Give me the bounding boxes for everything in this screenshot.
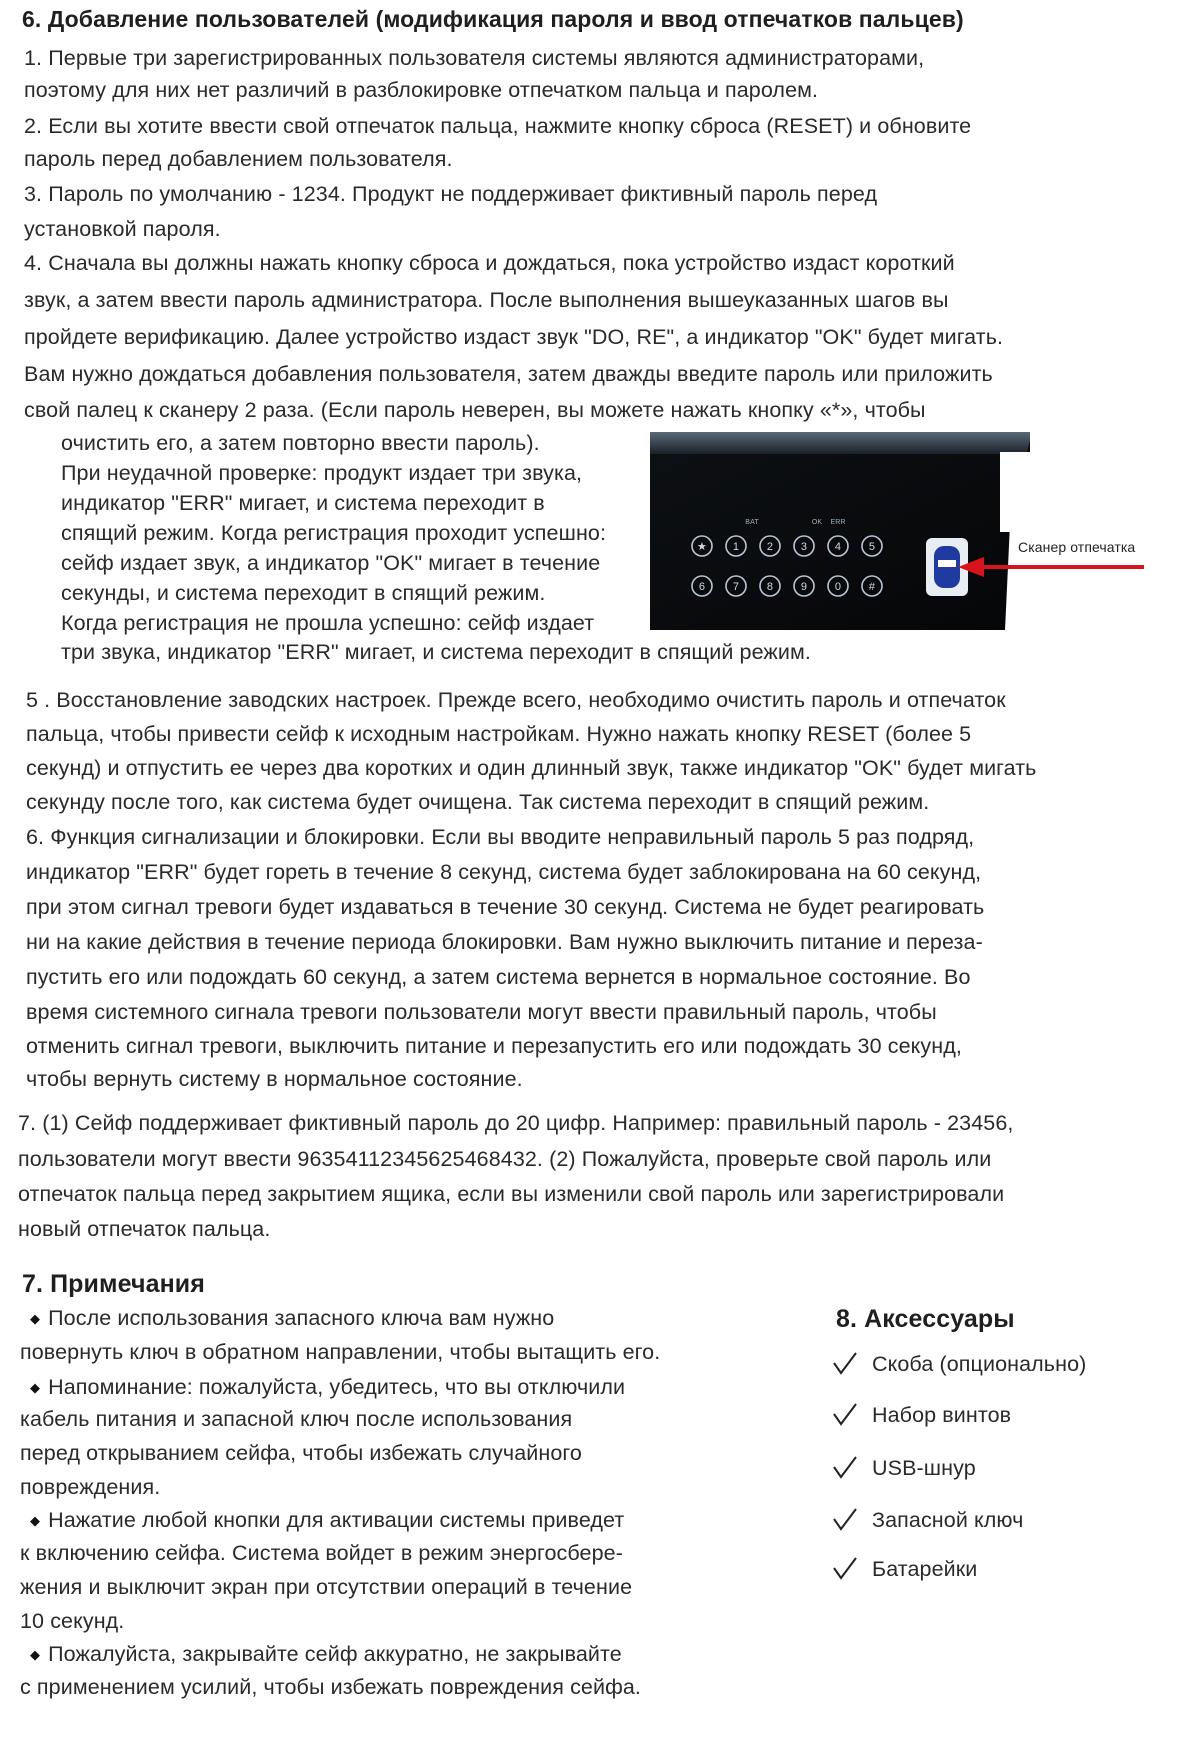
body-line: пройдете верификацию. Далее устройство издаст звук "DO, RE", а индикатор "OK" будет мигать. <box>24 325 1004 349</box>
body-line: пальца, чтобы привести сейф к исходным настройкам. Нужно нажать кнопку RESET (более 5 <box>26 722 972 746</box>
arrow-to-scanner-icon <box>958 555 1144 579</box>
keypad-key-label: 4 <box>834 541 842 553</box>
body-line: 6. Функция сигнализации и блокировки. Если вы вводите неправильный пароль 5 раз подряд, <box>26 825 975 849</box>
body-line: 1. Первые три зарегистрированных пользователя системы являются администраторами, <box>24 46 925 70</box>
body-line: поэтому для них нет различий в разблокировке отпечатком пальца и паролем. <box>24 78 819 102</box>
keypad-key-label: 0 <box>834 581 842 593</box>
body-line: пароль перед добавлением пользователя. <box>24 147 453 171</box>
body-line: установкой пароля. <box>24 217 221 241</box>
keypad-key-label: ★ <box>697 541 707 553</box>
section-title-accessories: 8. Аксессуары <box>836 1305 1015 1333</box>
body-line: отпечаток пальца перед закрытием ящика, если вы изменили свой пароль или зарегистрировали <box>18 1182 1005 1206</box>
accessory-item <box>832 1505 1023 1535</box>
checkmark-icon <box>832 1507 858 1533</box>
accessory-item <box>832 1400 1011 1430</box>
indicator-label: ERR <box>830 519 846 526</box>
accessory-label: Батарейки <box>872 1556 978 1581</box>
body-line: При неудачной проверке: продукт издает три звука, <box>61 461 583 485</box>
body-line: индикатор "ERR" мигает, и система переходит в <box>61 491 545 515</box>
indicator-label: BAT <box>745 519 759 526</box>
body-line: сейф издает звук, а индикатор "OK" мигает в течение <box>61 551 601 575</box>
note-line: ◆ Нажатие любой кнопки для активации системы приведет <box>30 1508 625 1532</box>
accessory-item <box>832 1349 1086 1379</box>
keypad-key-label: 7 <box>732 581 740 593</box>
body-line: свой палец к сканеру 2 раза. (Если пароль неверен, вы можете нажать кнопку «*», чтобы <box>24 398 926 422</box>
section-title-notes: 7. Примечания <box>22 1270 205 1298</box>
keypad-key-label: 1 <box>732 541 740 553</box>
accessory-item <box>832 1453 976 1483</box>
note-line: к включению сейфа. Система войдет в режим энергосбере- <box>20 1541 623 1565</box>
bullet-icon: ◆ <box>30 1311 41 1326</box>
body-line: индикатор "ERR" будет гореть в течение 8 секунд, система будет заблокирована на 60 секунд, <box>26 860 982 884</box>
body-line: пользователи могут ввести 96354112345625468432. (2) Пожалуйста, проверьте свой пароль или <box>18 1147 992 1171</box>
keypad-key-label: 2 <box>766 541 774 553</box>
body-line: пустить его или подождать 60 секунд, а затем система вернется в нормальное состояние. Во <box>26 965 971 989</box>
keypad-key-label: 5 <box>868 541 876 553</box>
note-line: 10 секунд. <box>20 1609 125 1633</box>
note-line: ◆ Пожалуйста, закрывайте сейф аккуратно, не закрывайте <box>30 1642 622 1666</box>
bullet-icon: ◆ <box>30 1380 41 1395</box>
note-line: кабель питания и запасной ключ после использования <box>20 1407 573 1431</box>
body-line: новый отпечаток пальца. <box>18 1217 271 1241</box>
note-line: ◆ Напоминание: пожалуйста, убедитесь, что вы отключили <box>30 1375 626 1399</box>
accessory-item <box>832 1554 977 1584</box>
checkmark-icon <box>832 1556 858 1582</box>
body-line: при этом сигнал тревоги будет издаваться в течение 30 секунд. Система не будет реагировать <box>26 895 985 919</box>
bullet-icon: ◆ <box>30 1647 41 1662</box>
body-line: спящий режим. Когда регистрация проходит успешно: <box>61 521 607 545</box>
keypad-key-label: 8 <box>766 581 774 593</box>
body-line: Когда регистрация не прошла успешно: сейф издает <box>61 611 595 635</box>
body-line: секунды, и система переходит в спящий режим. <box>61 581 546 605</box>
safe-panel <box>650 440 1030 630</box>
body-line: 7. (1) Сейф поддерживает фиктивный пароль до 20 цифр. Например: правильный пароль - 23456, <box>18 1111 1014 1135</box>
safe-keypad-image <box>650 432 1030 630</box>
body-line: три звука, индикатор "ERR" мигает, и система переходит в спящий режим. <box>61 640 811 664</box>
note-line: перед открыванием сейфа, чтобы избежать случайного <box>20 1441 582 1465</box>
safe-top-edge <box>650 432 1030 454</box>
body-line: время системного сигнала тревоги пользователи могут ввести правильный пароль, чтобы <box>26 1000 937 1024</box>
note-line: повреждения. <box>20 1475 161 1499</box>
body-line: ни на какие действия в течение периода блокировки. Вам нужно выключить питание и переза- <box>26 930 983 954</box>
body-line: звук, а затем ввести пароль администратора. После выполнения вышеуказанных шагов вы <box>24 288 949 312</box>
body-line: отменить сигнал тревоги, выключить питание и перезапустить его или подождать 30 секунд, <box>26 1034 962 1058</box>
body-line: 4. Сначала вы должны нажать кнопку сброса и дождаться, пока устройство издаст короткий <box>24 251 955 275</box>
note-line: жения и выключит экран при отсутствии операций в течение <box>20 1575 633 1599</box>
body-line: очистить его, а затем повторно ввести пароль). <box>61 431 540 455</box>
note-line: ◆ После использования запасного ключа вам нужно <box>30 1306 555 1330</box>
body-line: Вам нужно дождаться добавления пользователя, затем дважды введите пароль или приложить <box>24 362 993 386</box>
keypad-key-label: 6 <box>698 581 706 593</box>
accessory-label: Запасной ключ <box>872 1507 1024 1532</box>
accessory-label: Набор винтов <box>872 1402 1012 1427</box>
accessory-label: Скоба (опционально) <box>872 1351 1087 1376</box>
body-line: 5 . Восстановление заводских настроек. Прежде всего, необходимо очистить пароль и отпечаток <box>26 688 1006 712</box>
accessory-label: USB-шнур <box>872 1455 976 1480</box>
checkmark-icon <box>832 1402 858 1428</box>
checkmark-icon <box>832 1455 858 1481</box>
body-line: секунду после того, как система будет очищена. Так система переходит в спящий режим. <box>26 790 930 814</box>
body-line: 3. Пароль по умолчанию - 1234. Продукт не поддерживает фиктивный пароль перед <box>24 182 878 206</box>
section-title-add-users: 6. Добавление пользователей (модификация пароля и ввод отпечатков пальцев) <box>22 6 964 32</box>
bullet-icon: ◆ <box>30 1513 41 1528</box>
note-line: повернуть ключ в обратном направлении, чтобы вытащить его. <box>20 1340 661 1364</box>
keypad-key-label: 9 <box>800 581 808 593</box>
scanner-label: Сканер отпечатка <box>1018 539 1136 555</box>
keypad-key-label: # <box>868 581 876 593</box>
photo-background <box>1000 452 1030 532</box>
body-line: чтобы вернуть систему в нормальное состояние. <box>26 1067 523 1091</box>
body-line: секунд) и отпустить ее через два коротких и один длинный звук, также индикатор "OK" будет мигать <box>26 756 1037 780</box>
checkmark-icon <box>832 1351 858 1377</box>
note-line: с применением усилий, чтобы избежать повреждения сейфа. <box>20 1675 641 1699</box>
indicator-label: OK <box>811 519 823 526</box>
body-line: 2. Если вы хотите ввести свой отпечаток пальца, нажмите кнопку сброса (RESET) и обновите <box>24 114 972 138</box>
keypad-key-label: 3 <box>800 541 808 553</box>
